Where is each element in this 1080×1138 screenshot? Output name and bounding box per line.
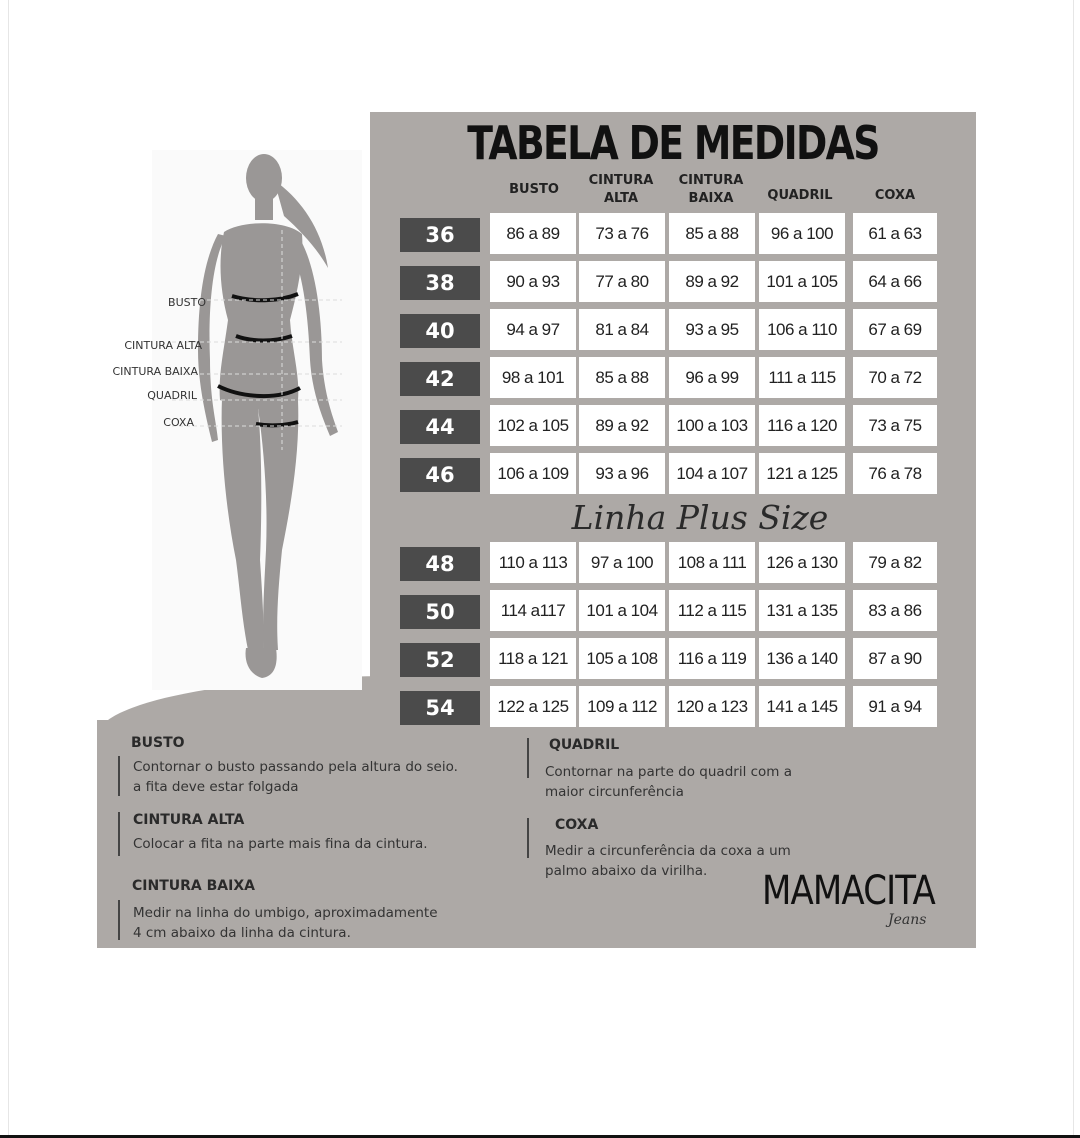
table-cell-cintura-baixa: 93 a 95	[669, 309, 755, 350]
size-badge: 40	[400, 314, 480, 348]
table-cell-cintura-alta: 93 a 96	[579, 453, 665, 494]
table-cell-cintura-baixa: 96 a 99	[669, 357, 755, 398]
plus-size-title: Linha Plus Size	[571, 498, 829, 537]
desc-title-quadril: QUADRIL	[549, 737, 620, 753]
desc-cintura-baixa-line2: 4 cm abaixo da linha da cintura.	[133, 925, 351, 941]
table-cell-busto: 98 a 101	[490, 357, 576, 398]
table-cell-cintura-baixa: 89 a 92	[669, 261, 755, 302]
table-cell-cintura-baixa: 108 a 111	[669, 542, 755, 583]
table-cell-cintura-alta: 73 a 76	[579, 213, 665, 254]
table-cell-coxa: 70 a 72	[853, 357, 937, 398]
desc-cintura-baixa-line1: Medir na linha do umbigo, aproximadamente	[133, 905, 438, 921]
table-cell-busto: 114 a117	[490, 590, 576, 631]
table-cell-cintura-alta: 85 a 88	[579, 357, 665, 398]
table-cell-coxa: 67 a 69	[853, 309, 937, 350]
figure-label-cintura-alta: CINTURA ALTA	[124, 339, 202, 352]
table-cell-cintura-baixa: 112 a 115	[669, 590, 755, 631]
desc-quadril-line2: maior circunferência	[545, 784, 684, 800]
table-cell-quadril: 141 a 145	[759, 686, 845, 727]
desc-text-busto	[133, 757, 458, 797]
table-cell-coxa: 64 a 66	[853, 261, 937, 302]
desc-bar-cintura-alta	[118, 812, 120, 856]
table-cell-busto: 86 a 89	[490, 213, 576, 254]
table-cell-cintura-baixa: 104 a 107	[669, 453, 755, 494]
desc-title-busto: BUSTO	[131, 735, 185, 751]
page-title: TABELA DE MEDIDAS	[467, 116, 879, 170]
brand-logo: MAMACITA	[762, 868, 935, 914]
column-header-quadril	[757, 187, 843, 205]
desc-text-coxa	[545, 841, 791, 881]
table-cell-coxa: 79 a 82	[853, 542, 937, 583]
table-cell-busto: 102 a 105	[490, 405, 576, 446]
desc-coxa-line1: Medir a circunferência da coxa a um	[545, 843, 791, 859]
table-cell-coxa: 76 a 78	[853, 453, 937, 494]
table-cell-quadril: 111 a 115	[759, 357, 845, 398]
desc-cintura-alta-line1: Colocar a fita na parte mais fina da cintura.	[133, 836, 428, 852]
column-header-cintura-alta	[578, 172, 664, 208]
table-cell-quadril: 101 a 105	[759, 261, 845, 302]
size-badge: 54	[400, 691, 480, 725]
size-badge: 42	[400, 362, 480, 396]
table-cell-quadril: 131 a 135	[759, 590, 845, 631]
desc-busto-line1: Contornar o busto passando pela altura do seio.	[133, 759, 458, 775]
desc-text-quadril	[545, 762, 792, 802]
table-cell-busto: 122 a 125	[490, 686, 576, 727]
size-badge: 36	[400, 218, 480, 252]
table-cell-cintura-alta: 97 a 100	[579, 542, 665, 583]
table-cell-cintura-alta: 77 a 80	[579, 261, 665, 302]
table-cell-busto: 94 a 97	[490, 309, 576, 350]
column-header-busto	[492, 181, 576, 199]
table-cell-cintura-baixa: 100 a 103	[669, 405, 755, 446]
table-cell-coxa: 91 a 94	[853, 686, 937, 727]
table-cell-quadril: 136 a 140	[759, 638, 845, 679]
figure-label-cintura-baixa: CINTURA BAIXA	[112, 365, 198, 378]
table-cell-coxa: 73 a 75	[853, 405, 937, 446]
table-cell-cintura-alta: 105 a 108	[579, 638, 665, 679]
table-cell-cintura-baixa: 85 a 88	[669, 213, 755, 254]
size-badge: 44	[400, 410, 480, 444]
table-cell-cintura-baixa: 120 a 123	[669, 686, 755, 727]
desc-text-cintura-alta	[133, 834, 428, 854]
table-cell-cintura-alta: 101 a 104	[579, 590, 665, 631]
column-header-cintura-alta-line2: ALTA	[603, 191, 639, 206]
desc-busto-line2: a fita deve estar folgada	[133, 779, 299, 795]
table-cell-coxa: 83 a 86	[853, 590, 937, 631]
size-badge: 48	[400, 547, 480, 581]
column-header-coxa-text: COXA	[874, 188, 916, 203]
table-cell-cintura-alta: 109 a 112	[579, 686, 665, 727]
size-badge: 50	[400, 595, 480, 629]
desc-bar-quadril	[527, 738, 529, 778]
table-cell-cintura-baixa: 116 a 119	[669, 638, 755, 679]
desc-bar-cintura-baixa	[118, 900, 120, 940]
desc-title-coxa: COXA	[555, 817, 599, 833]
table-cell-quadril: 96 a 100	[759, 213, 845, 254]
desc-bar-coxa	[527, 818, 529, 858]
desc-bar-busto	[118, 756, 120, 796]
desc-text-cintura-baixa	[133, 903, 438, 943]
table-cell-coxa: 87 a 90	[853, 638, 937, 679]
column-header-cintura-baixa-line1: CINTURA	[678, 173, 744, 188]
table-cell-coxa: 61 a 63	[853, 213, 937, 254]
size-badge: 38	[400, 266, 480, 300]
figure-label-quadril: QUADRIL	[147, 389, 197, 402]
table-cell-quadril: 116 a 120	[759, 405, 845, 446]
table-cell-busto: 110 a 113	[490, 542, 576, 583]
table-cell-cintura-alta: 89 a 92	[579, 405, 665, 446]
figure-label-busto: BUSTO	[168, 296, 206, 309]
figure-label-coxa: COXA	[163, 416, 194, 429]
size-badge: 46	[400, 458, 480, 492]
table-cell-busto: 106 a 109	[490, 453, 576, 494]
column-header-coxa	[852, 187, 938, 205]
table-cell-quadril: 126 a 130	[759, 542, 845, 583]
column-header-busto-text: BUSTO	[509, 182, 559, 197]
column-header-quadril-text: QUADRIL	[767, 188, 833, 203]
table-cell-cintura-alta: 81 a 84	[579, 309, 665, 350]
column-header-cintura-alta-line1: CINTURA	[588, 173, 654, 188]
table-cell-quadril: 121 a 125	[759, 453, 845, 494]
desc-title-cintura-alta: CINTURA ALTA	[133, 812, 245, 828]
table-cell-busto: 90 a 93	[490, 261, 576, 302]
size-badge: 52	[400, 643, 480, 677]
desc-coxa-line2: palmo abaixo da virilha.	[545, 863, 708, 879]
desc-quadril-line1: Contornar na parte do quadril com a	[545, 764, 793, 780]
column-header-cintura-baixa-line2: BAIXA	[688, 191, 734, 206]
table-cell-busto: 118 a 121	[490, 638, 576, 679]
column-header-cintura-baixa	[668, 172, 754, 208]
brand-logo-sub: Jeans	[888, 912, 927, 928]
desc-title-cintura-baixa: CINTURA BAIXA	[132, 878, 255, 894]
table-cell-quadril: 106 a 110	[759, 309, 845, 350]
